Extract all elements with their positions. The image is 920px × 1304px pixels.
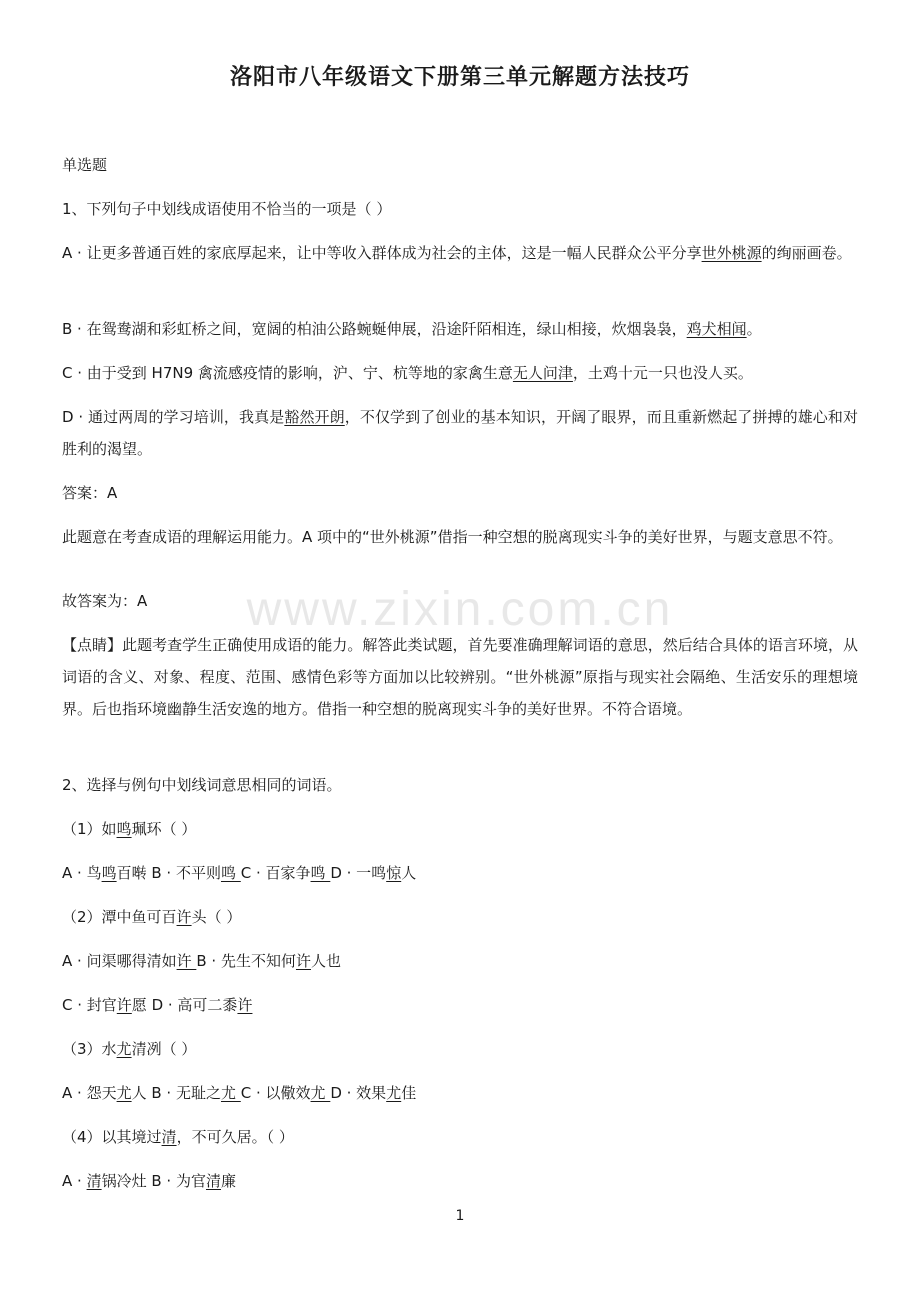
question-1-analysis: 此题意在考查成语的理解运用能力。A 项中的“世外桃源”借指一种空想的脱离现实斗争的美好世界，与题支意思不符。 bbox=[62, 528, 843, 546]
page-number: 1 bbox=[455, 1208, 465, 1224]
question-1-final-answer: 故答案为：A bbox=[62, 592, 148, 610]
sub-question-1-options: A · 鸟鸣百啭 B · 不平则鸣 C · 百家争鸣 D · 一鸣惊人 bbox=[62, 864, 417, 882]
sub-question-4: （4）以其境过清，不可久居。（ ） bbox=[62, 1128, 294, 1146]
question-1-option-a: A · 让更多普通百姓的家底厚起来，让中等收入群体成为社会的主体，这是一幅人民群众公平分享世外桃源的绚丽画卷。 bbox=[62, 244, 852, 262]
sub-question-2-options-cd: C · 封官许愿 D · 高可二黍许 bbox=[62, 996, 253, 1014]
question-1-stem: 1、下列句子中划线成语使用不恰当的一项是（ ） bbox=[62, 200, 392, 218]
sub-question-3-options: A · 怨天尤人 B · 无耻之尤 C · 以儆效尤 D · 效果尤佳 bbox=[62, 1084, 417, 1102]
underlined-idiom: 世外桃源 bbox=[701, 244, 762, 262]
sub-question-2: （2）潭中鱼可百许头（ ） bbox=[62, 908, 242, 926]
underlined-idiom: 豁然开朗 bbox=[284, 408, 345, 426]
sub-question-1: （1）如鸣珮环（ ） bbox=[62, 820, 197, 838]
question-2-stem: 2、选择与例句中划线词意思相同的词语。 bbox=[62, 776, 342, 794]
question-1-comment: 【点睛】此题考查学生正确使用成语的能力。解答此类试题，首先要准确理解词语的意思，然后结合具体的语言环境，从词语的含义、对象、程度、范围、感情色彩等方面加以比较辨别。“世外桃源”原指与现实社会隔绝、生活安乐的理想境界。后也指环境幽静生活安逸的地方。借指一种空想的脱离现实斗争的美好世界。不符合语境。 bbox=[62, 636, 858, 718]
watermark: www.zixin.com.cn bbox=[246, 583, 674, 636]
question-1-option-b: B · 在鸳鸯湖和彩虹桥之间，宽阔的柏油公路蜿蜒伸展，沿途阡陌相连，绿山相接，炊烟袅袅，鸡犬相闻。 bbox=[62, 320, 762, 338]
underlined-idiom: 无人问津 bbox=[512, 364, 573, 382]
section-heading: 单选题 bbox=[62, 156, 108, 174]
underlined-idiom: 鸡犬相闻 bbox=[686, 320, 747, 338]
sub-question-4-options: A · 清锅冷灶 B · 为官清廉 bbox=[62, 1172, 237, 1190]
sub-question-3: （3）水尤清冽（ ） bbox=[62, 1040, 197, 1058]
document-title: 洛阳市八年级语文下册第三单元解题方法技巧 bbox=[229, 65, 690, 90]
question-1-option-c: C · 由于受到 H7N9 禽流感疫情的影响，沪、宁、杭等地的家禽生意无人问津，土鸡十元一只也没人买。 bbox=[62, 364, 753, 382]
question-1-answer: 答案：A bbox=[62, 484, 118, 502]
sub-question-2-options-ab: A · 问渠哪得清如许 B · 先生不知何许人也 bbox=[62, 952, 341, 970]
question-1-option-d: D · 通过两周的学习培训，我真是豁然开朗，不仅学到了创业的基本知识，开阔了眼界，而且重新燃起了拼搏的雄心和对胜利的渴望。 bbox=[62, 408, 858, 458]
